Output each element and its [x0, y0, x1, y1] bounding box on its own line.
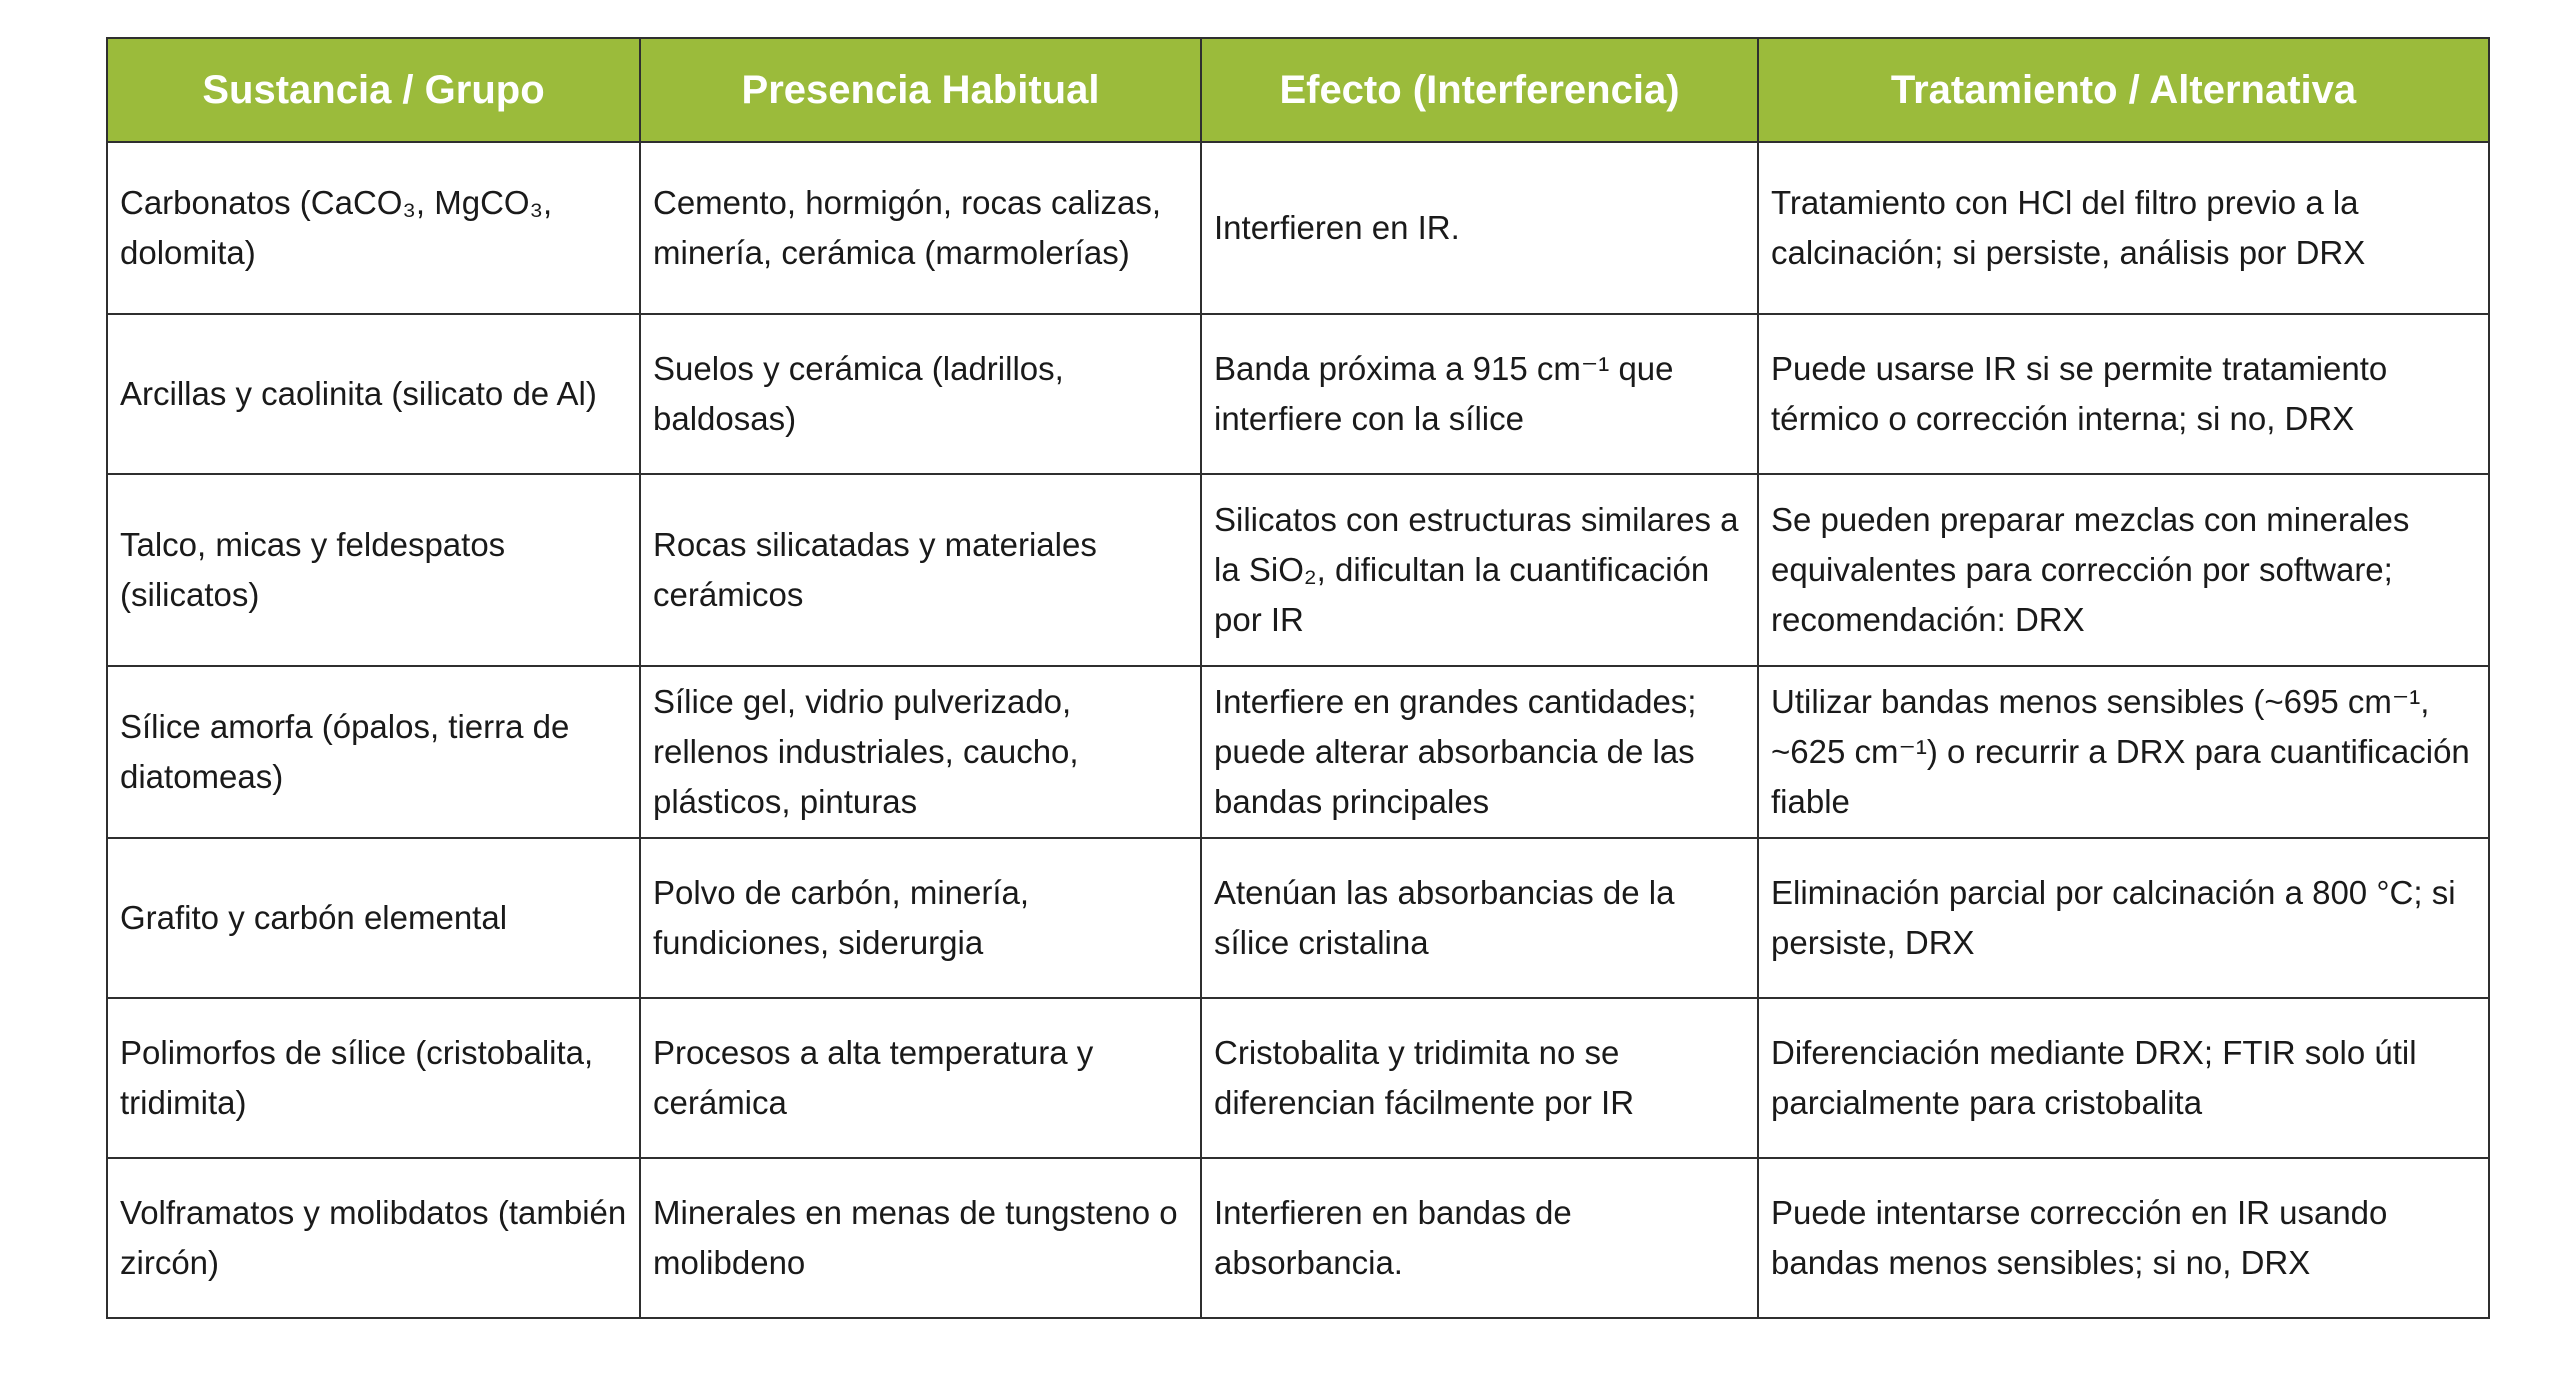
cell-sustancia: Talco, micas y feldespatos (silicatos) [107, 474, 640, 666]
cell-efecto: Cristobalita y tridimita no se diferencian fácilmente por IR [1201, 998, 1758, 1158]
header-presencia: Presencia Habitual [640, 38, 1201, 142]
header-efecto: Efecto (Interferencia) [1201, 38, 1758, 142]
cell-sustancia: Arcillas y caolinita (silicato de Al) [107, 314, 640, 474]
header-tratamiento: Tratamiento / Alternativa [1758, 38, 2489, 142]
cell-presencia: Suelos y cerámica (ladrillos, baldosas) [640, 314, 1201, 474]
cell-sustancia: Sílice amorfa (ópalos, tierra de diatomeas) [107, 666, 640, 838]
cell-tratamiento: Puede intentarse corrección en IR usando bandas menos sensibles; si no, DRX [1758, 1158, 2489, 1318]
interference-table-container [106, 37, 2488, 1319]
header-sustancia: Sustancia / Grupo [107, 38, 640, 142]
cell-tratamiento: Eliminación parcial por calcinación a 800 °C; si persiste, DRX [1758, 838, 2489, 998]
cell-presencia: Minerales en menas de tungsteno o molibdeno [640, 1158, 1201, 1318]
table-row [107, 998, 2489, 1158]
table-row [107, 474, 2489, 666]
table-row [107, 1158, 2489, 1318]
cell-tratamiento: Tratamiento con HCl del filtro previo a la calcinación; si persiste, análisis por DRX [1758, 142, 2489, 314]
header-row [107, 38, 2489, 142]
table-row [107, 838, 2489, 998]
cell-efecto: Interfieren en bandas de absorbancia. [1201, 1158, 1758, 1318]
table-header [107, 38, 2489, 142]
cell-efecto: Interfieren en IR. [1201, 142, 1758, 314]
cell-tratamiento: Utilizar bandas menos sensibles (~695 cm⁻¹, ~625 cm⁻¹) o recurrir a DRX para cuantificación fiable [1758, 666, 2489, 838]
table-row [107, 142, 2489, 314]
table-row [107, 666, 2489, 838]
cell-tratamiento: Puede usarse IR si se permite tratamiento térmico o corrección interna; si no, DRX [1758, 314, 2489, 474]
cell-efecto: Banda próxima a 915 cm⁻¹ que interfiere con la sílice [1201, 314, 1758, 474]
interference-table [106, 37, 2490, 1319]
cell-efecto: Silicatos con estructuras similares a la SiO₂, dificultan la cuantificación por IR [1201, 474, 1758, 666]
cell-presencia: Polvo de carbón, minería, fundiciones, siderurgia [640, 838, 1201, 998]
cell-efecto: Interfiere en grandes cantidades; puede alterar absorbancia de las bandas principales [1201, 666, 1758, 838]
cell-presencia: Rocas silicatadas y materiales cerámicos [640, 474, 1201, 666]
cell-sustancia: Polimorfos de sílice (cristobalita, tridimita) [107, 998, 640, 1158]
table-row [107, 314, 2489, 474]
cell-presencia: Procesos a alta temperatura y cerámica [640, 998, 1201, 1158]
cell-tratamiento: Diferenciación mediante DRX; FTIR solo útil parcialmente para cristobalita [1758, 998, 2489, 1158]
cell-tratamiento: Se pueden preparar mezclas con minerales equivalentes para corrección por software; recomendación: DRX [1758, 474, 2489, 666]
cell-sustancia: Grafito y carbón elemental [107, 838, 640, 998]
cell-sustancia: Volframatos y molibdatos (también zircón) [107, 1158, 640, 1318]
cell-presencia: Sílice gel, vidrio pulverizado, rellenos industriales, caucho, plásticos, pinturas [640, 666, 1201, 838]
table-body [107, 142, 2489, 1318]
cell-efecto: Atenúan las absorbancias de la sílice cristalina [1201, 838, 1758, 998]
cell-presencia: Cemento, hormigón, rocas calizas, minería, cerámica (marmolerías) [640, 142, 1201, 314]
cell-sustancia: Carbonatos (CaCO₃, MgCO₃, dolomita) [107, 142, 640, 314]
